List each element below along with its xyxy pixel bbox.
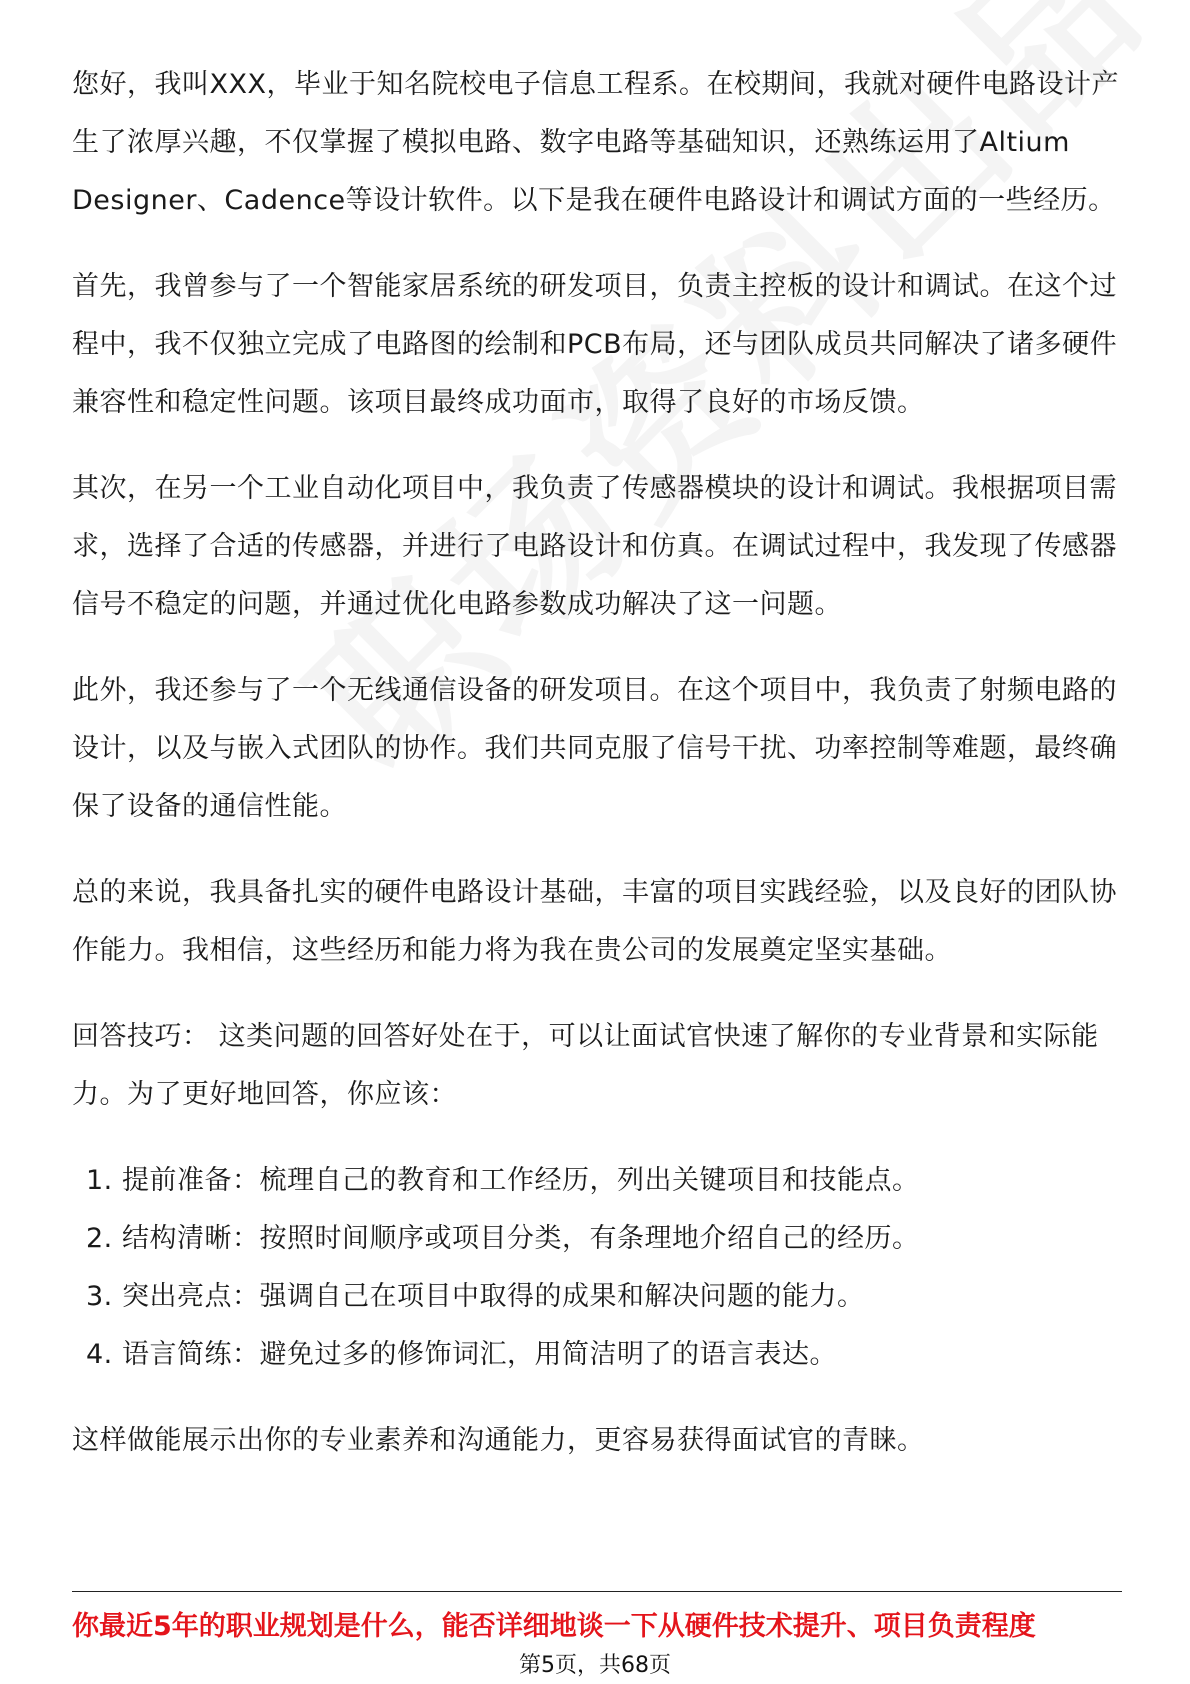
list-item-text: 语言简练：避免过多的修饰词汇，用简洁明了的语言表达。 <box>122 1339 837 1370</box>
list-item <box>72 1268 1122 1326</box>
list-item-number: 2. <box>86 1223 113 1254</box>
section-divider <box>72 1591 1122 1592</box>
list-item-text: 结构清晰：按照时间顺序或项目分类，有条理地介绍自己的经历。 <box>122 1223 920 1254</box>
paragraph-summary: 总的来说，我具备扎实的硬件电路设计基础，丰富的项目实践经验，以及良好的团队协作能力。我相信，这些经历和能力将为我在贵公司的发展奠定坚实基础。 <box>72 877 1117 966</box>
page-number: 第5页，共68页 <box>519 1653 671 1678</box>
paragraph-wireless: 此外，我还参与了一个无线通信设备的研发项目。在这个项目中，我负责了射频电路的设计，以及与嵌入式团队的协作。我们共同克服了信号干扰、功率控制等难题，最终确保了设备的通信性能。 <box>72 675 1117 822</box>
list-item-number: 1. <box>86 1165 113 1196</box>
list-item <box>72 1210 1122 1268</box>
paragraph-tips-intro: 回答技巧： 这类问题的回答好处在于，可以让面试官快速了解你的专业背景和实际能力。为了更好地回答，你应该： <box>72 1021 1099 1110</box>
list-item-text: 提前准备：梳理自己的教育和工作经历，列出关键项目和技能点。 <box>122 1165 920 1196</box>
paragraph-intro: 您好，我叫XXX，毕业于知名院校电子信息工程系。在校期间，我就对硬件电路设计产生了浓厚兴趣，不仅掌握了模拟电路、数字电路等基础知识，还熟练运用了Altium Designer、Cadence等设计软件。以下是我在硬件电路设计和调试方面的一些经历。 <box>72 69 1119 216</box>
list-item-number: 4. <box>86 1339 113 1370</box>
next-question-heading: 你最近5年的职业规划是什么，能否详细地谈一下从硬件技术提升、项目负责程度 <box>72 1611 1036 1642</box>
paragraph-industrial: 其次，在另一个工业自动化项目中，我负责了传感器模块的设计和调试。我根据项目需求，选择了合适的传感器，并进行了电路设计和仿真。在调试过程中，我发现了传感器信号不稳定的问题，并通过优化电路参数成功解决了这一问题。 <box>72 473 1117 620</box>
tips-list <box>72 1152 1122 1384</box>
document-body <box>72 56 1122 1498</box>
list-item <box>72 1326 1122 1384</box>
list-item-text: 突出亮点：强调自己在项目中取得的成果和解决问题的能力。 <box>122 1281 865 1312</box>
list-item-number: 3. <box>86 1281 113 1312</box>
paragraph-closing: 这样做能展示出你的专业素养和沟通能力，更容易获得面试官的青睐。 <box>72 1425 925 1456</box>
paragraph-smart-home: 首先，我曾参与了一个智能家居系统的研发项目，负责主控板的设计和调试。在这个过程中，我不仅独立完成了电路图的绘制和PCB布局，还与团队成员共同解决了诸多硬件兼容性和稳定性问题。该项目最终成功面市，取得了良好的市场反馈。 <box>72 271 1118 418</box>
list-item <box>72 1152 1122 1210</box>
